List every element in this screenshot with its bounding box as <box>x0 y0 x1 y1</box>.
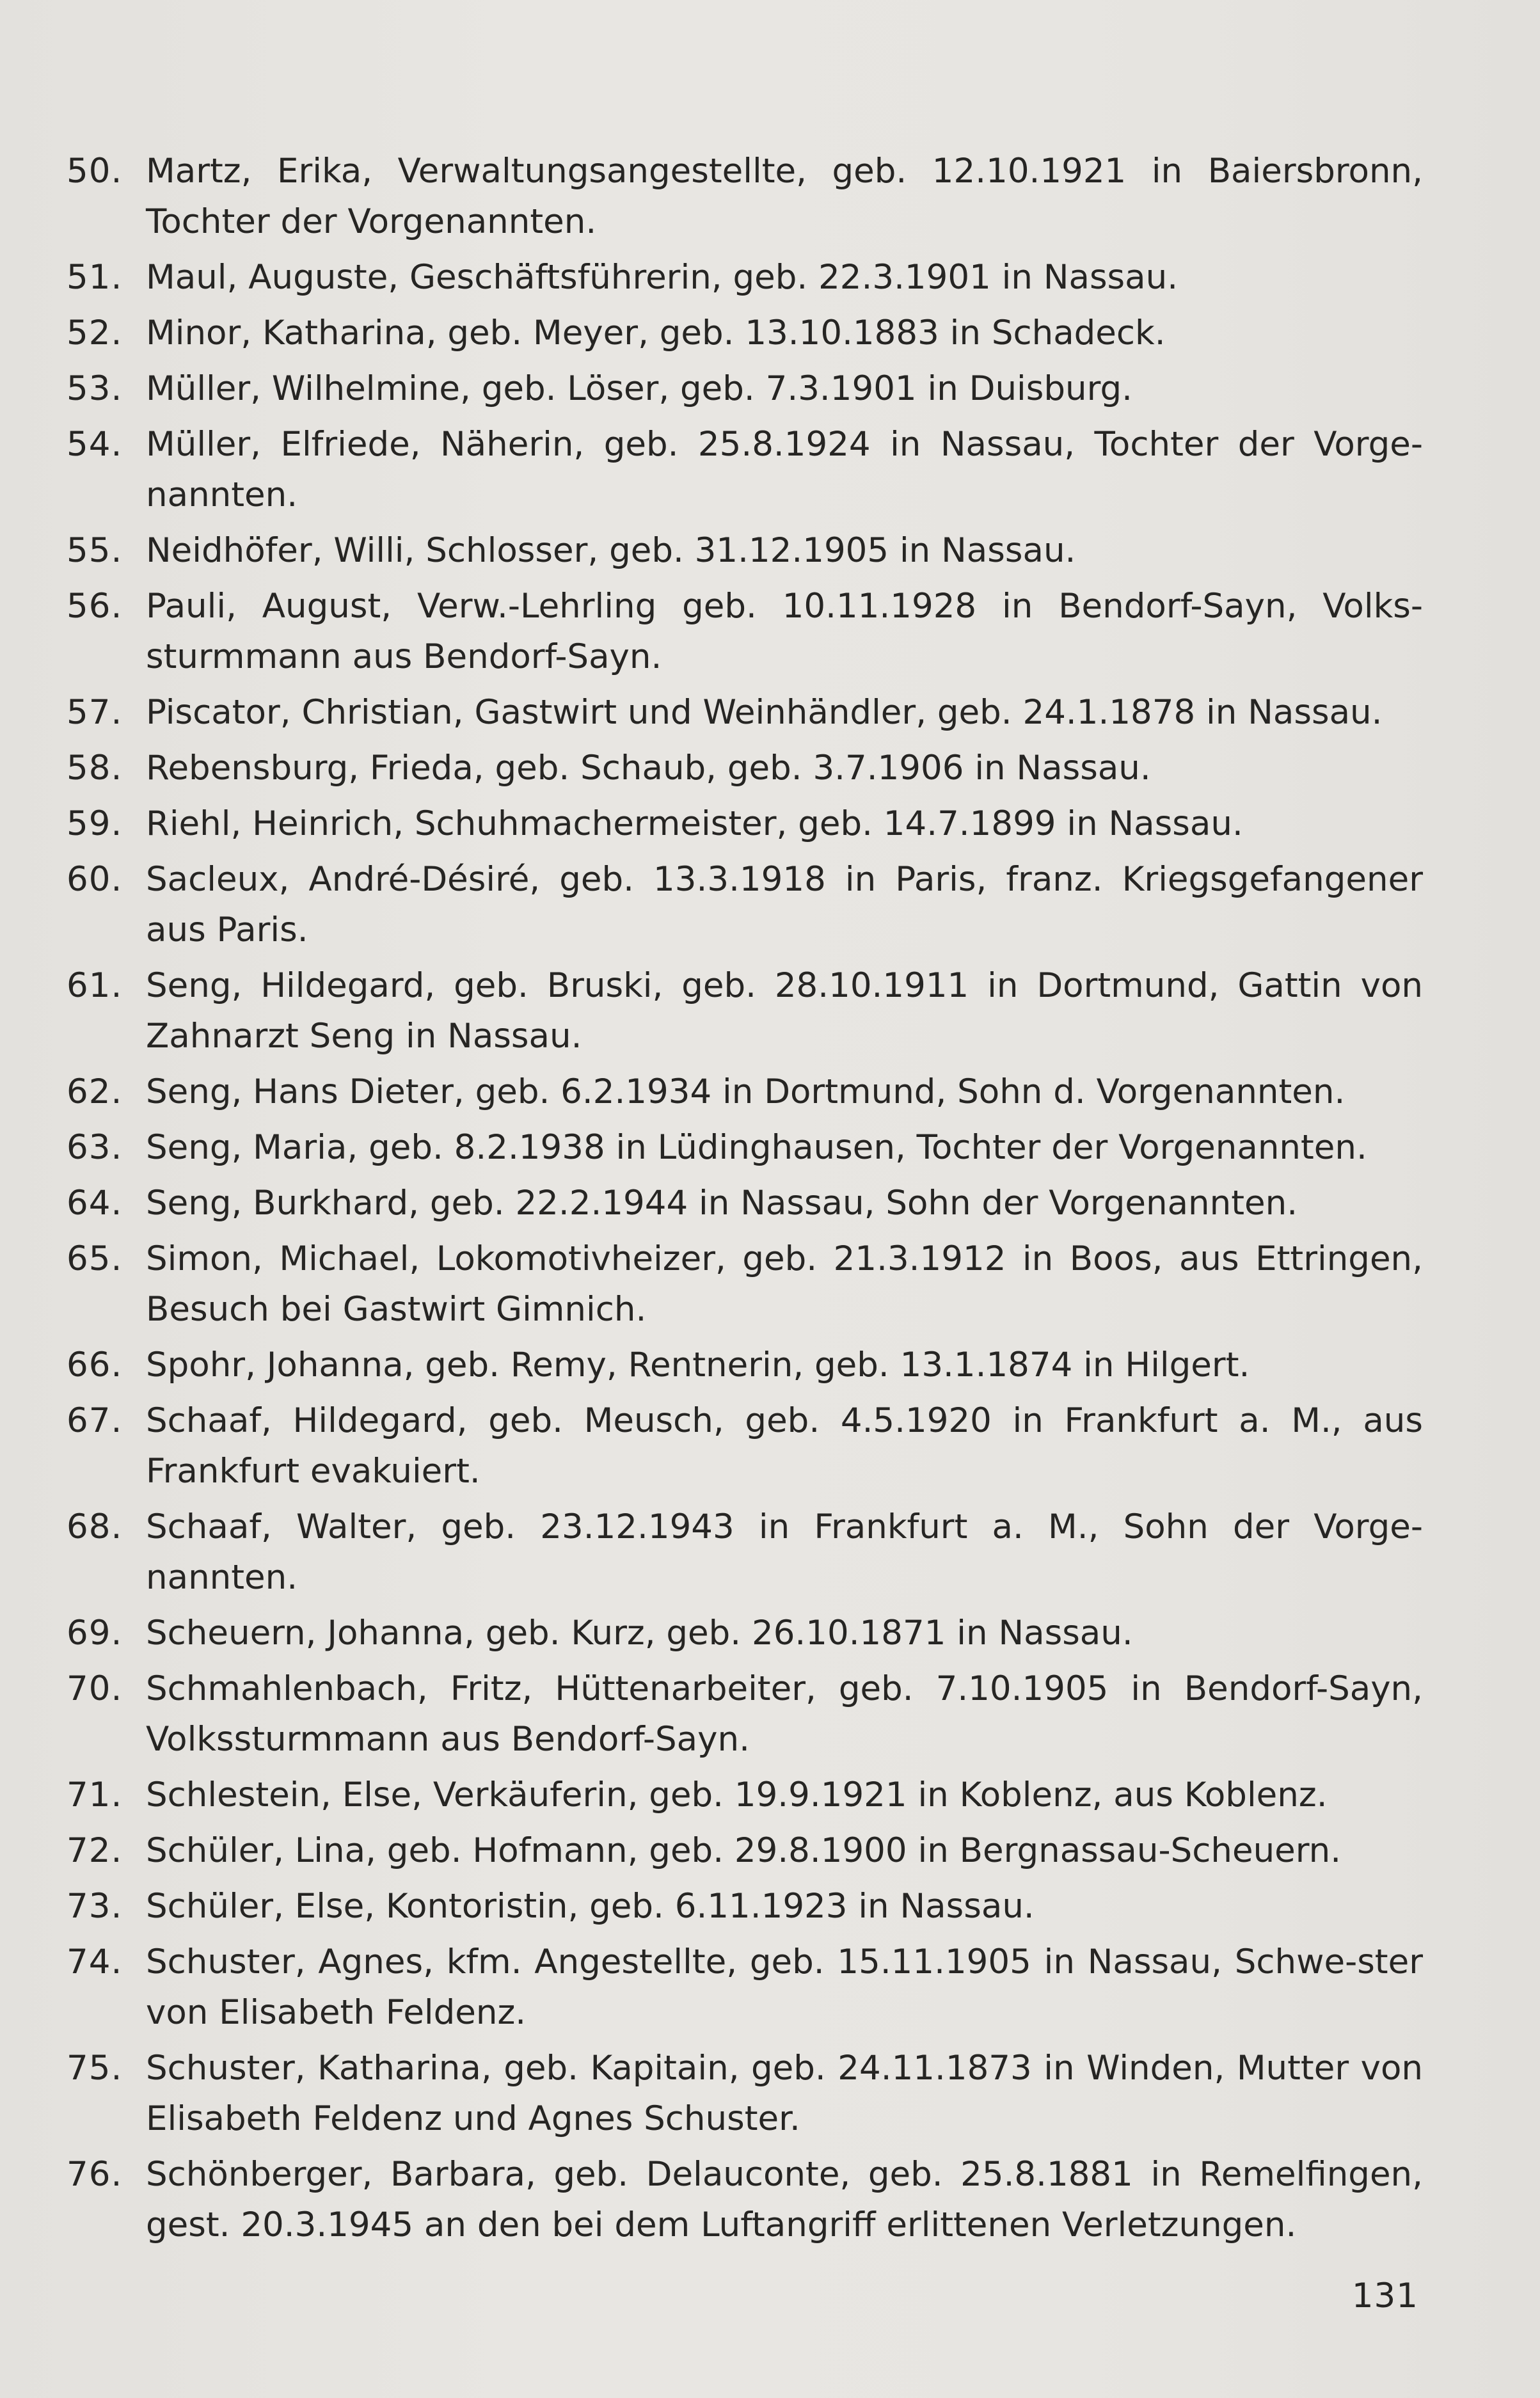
entry-text: Schuster, Katharina, geb. Kapitain, geb. 24.11.1873 in Winden, Mutter von Elisabeth Feldenz und Agnes Schuster. <box>146 2049 1423 2138</box>
entry-number: 70. <box>67 1669 123 1708</box>
list-item <box>67 581 1423 682</box>
entry-text: Schlestein, Else, Verkäuferin, geb. 19.9.1921 in Koblenz, aus Koblenz. <box>146 1775 1328 1814</box>
entry-number: 66. <box>67 1346 123 1385</box>
list-item <box>67 525 1423 576</box>
entry-text: Simon, Michael, Lokomotivheizer, geb. 21.3.1912 in Boos, aus Ettringen, Besuch bei Gastwirt Gimnich. <box>146 1239 1423 1329</box>
entry-text: Schaaf, Walter, geb. 23.12.1943 in Frankfurt a. M., Sohn der Vorge-nannten. <box>146 1507 1423 1597</box>
list-item <box>67 363 1423 414</box>
entry-text: Müller, Wilhelmine, geb. Löser, geb. 7.3.1901 in Duisburg. <box>146 369 1132 408</box>
list-item <box>67 854 1423 955</box>
list-item <box>67 146 1423 247</box>
list-item <box>67 1937 1423 2038</box>
entry-text: Schuster, Agnes, kfm. Angestellte, geb. 15.11.1905 in Nassau, Schwe-ster von Elisabeth Feldenz. <box>146 1942 1423 2032</box>
list-item <box>67 687 1423 738</box>
entry-text: Schönberger, Barbara, geb. Delauconte, geb. 25.8.1881 in Remelfingen, gest. 20.3.1945 an den bei dem Luftangriff erlittenen Verletzungen. <box>146 2155 1423 2244</box>
list-item <box>67 1395 1423 1497</box>
entry-text: Seng, Burkhard, geb. 22.2.1944 in Nassau, Sohn der Vorgenannten. <box>146 1184 1298 1223</box>
entry-text: Seng, Hildegard, geb. Bruski, geb. 28.10.1911 in Dortmund, Gattin von Zahnarzt Seng in Nassau. <box>146 966 1423 1056</box>
entry-text: Scheuern, Johanna, geb. Kurz, geb. 26.10.1871 in Nassau. <box>146 1614 1133 1653</box>
entry-text: Maul, Auguste, Geschäftsführerin, geb. 22.3.1901 in Nassau. <box>146 258 1179 297</box>
entry-text: Martz, Erika, Verwaltungsangestellte, geb. 12.10.1921 in Baiersbronn, Tochter der Vorgenannten. <box>146 152 1423 241</box>
entry-number: 69. <box>67 1614 123 1653</box>
list-item <box>67 743 1423 793</box>
entry-text: Schüler, Lina, geb. Hofmann, geb. 29.8.1900 in Bergnassau-Scheuern. <box>146 1831 1342 1870</box>
entry-number: 50. <box>67 152 123 191</box>
page-number: 131 <box>1351 2276 1418 2315</box>
list-item <box>67 1234 1423 1335</box>
entry-number: 53. <box>67 369 123 408</box>
list-item <box>67 1608 1423 1658</box>
entry-text: Seng, Maria, geb. 8.2.1938 in Lüdinghausen, Tochter der Vorgenannten. <box>146 1128 1367 1167</box>
entry-number: 74. <box>67 1942 123 1981</box>
entry-number: 52. <box>67 314 123 353</box>
entry-number: 58. <box>67 749 123 788</box>
list-item <box>67 419 1423 520</box>
list-item <box>67 1067 1423 1117</box>
entry-number: 63. <box>67 1128 123 1167</box>
list-item <box>67 1825 1423 1876</box>
entry-text: Rebensburg, Frieda, geb. Schaub, geb. 3.7.1906 in Nassau. <box>146 749 1151 788</box>
entry-text: Riehl, Heinrich, Schuhmachermeister, geb. 14.7.1899 in Nassau. <box>146 804 1243 843</box>
list-item <box>67 1770 1423 1820</box>
entry-number: 56. <box>67 587 123 626</box>
entry-text: Seng, Hans Dieter, geb. 6.2.1934 in Dortmund, Sohn d. Vorgenannten. <box>146 1072 1346 1111</box>
victim-list <box>67 146 1423 2255</box>
entry-number: 57. <box>67 693 123 732</box>
list-item <box>67 252 1423 303</box>
entry-text: Sacleux, André-Désiré, geb. 13.3.1918 in Paris, franz. Kriegsgefangener aus Paris. <box>146 860 1423 949</box>
entry-number: 61. <box>67 966 123 1005</box>
list-item <box>67 960 1423 1061</box>
entry-text: Müller, Elfriede, Näherin, geb. 25.8.1924 in Nassau, Tochter der Vorge-nannten. <box>146 425 1423 514</box>
list-item <box>67 1881 1423 1932</box>
entry-text: Minor, Katharina, geb. Meyer, geb. 13.10.1883 in Schadeck. <box>146 314 1166 353</box>
entry-number: 73. <box>67 1887 123 1926</box>
entry-number: 60. <box>67 860 123 899</box>
entry-number: 72. <box>67 1831 123 1870</box>
entry-number: 71. <box>67 1775 123 1814</box>
list-item <box>67 308 1423 358</box>
list-item <box>67 1178 1423 1228</box>
list-item <box>67 2043 1423 2144</box>
entry-number: 55. <box>67 531 123 570</box>
entry-text: Schüler, Else, Kontoristin, geb. 6.11.1923 in Nassau. <box>146 1887 1035 1926</box>
list-item <box>67 1664 1423 1765</box>
entry-number: 65. <box>67 1239 123 1278</box>
entry-text: Schaaf, Hildegard, geb. Meusch, geb. 4.5.1920 in Frankfurt a. M., aus Frankfurt evakuiert. <box>146 1401 1423 1491</box>
entry-number: 59. <box>67 804 123 843</box>
list-item <box>67 1122 1423 1173</box>
entry-number: 64. <box>67 1184 123 1223</box>
entry-number: 67. <box>67 1401 123 1440</box>
entry-number: 54. <box>67 425 123 464</box>
list-item <box>67 1340 1423 1390</box>
list-item <box>67 2149 1423 2250</box>
entry-text: Spohr, Johanna, geb. Remy, Rentnerin, geb. 13.1.1874 in Hilgert. <box>146 1346 1250 1385</box>
entry-number: 62. <box>67 1072 123 1111</box>
list-item <box>67 1502 1423 1603</box>
entry-text: Pauli, August, Verw.-Lehrling geb. 10.11.1928 in Bendorf-Sayn, Volks-sturmmann aus Bendorf-Sayn. <box>146 587 1423 676</box>
entry-number: 51. <box>67 258 123 297</box>
list-item <box>67 798 1423 849</box>
entry-text: Piscator, Christian, Gastwirt und Weinhändler, geb. 24.1.1878 in Nassau. <box>146 693 1383 732</box>
entry-text: Schmahlenbach, Fritz, Hüttenarbeiter, geb. 7.10.1905 in Bendorf-Sayn, Volkssturmmann aus Bendorf-Sayn. <box>146 1669 1423 1759</box>
entry-number: 68. <box>67 1507 123 1546</box>
entry-text: Neidhöfer, Willi, Schlosser, geb. 31.12.1905 in Nassau. <box>146 531 1076 570</box>
entry-number: 75. <box>67 2049 123 2088</box>
entry-number: 76. <box>67 2155 123 2194</box>
